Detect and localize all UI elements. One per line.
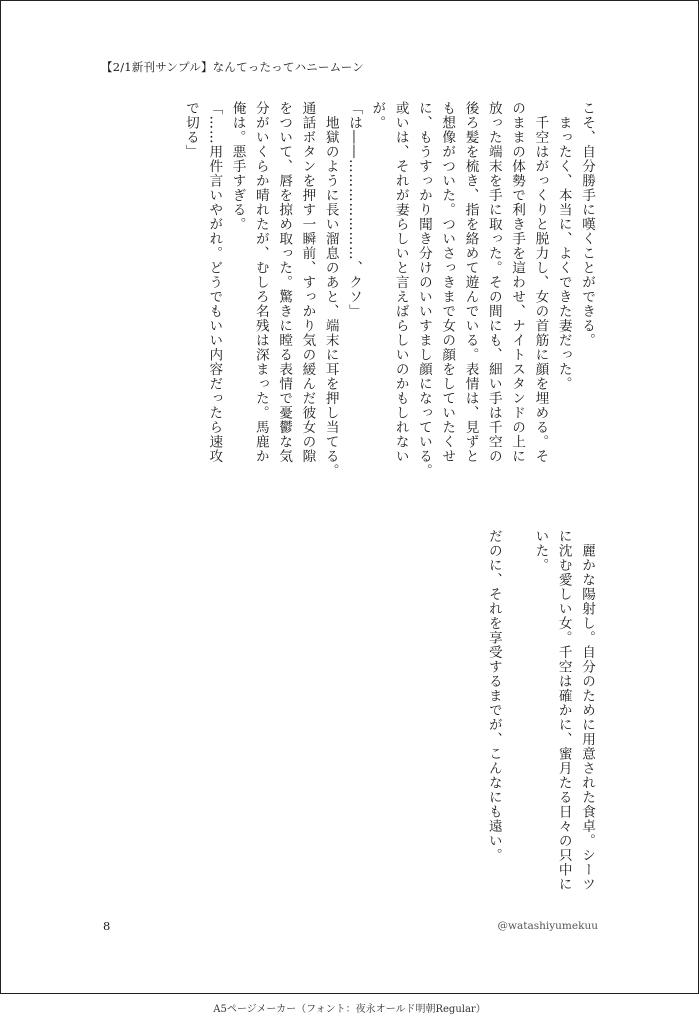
text-column: 「……用件言いやがれ。どうでもいい内容だったら速攻: [206, 101, 223, 464]
text-column: こそ、自分勝手に嘆くことができる。: [579, 101, 595, 348]
text-column: だのに、それを享受するまでが、こんなにも遠い。: [485, 529, 502, 863]
text-column: まったく、本当に、よくできた妻だった。: [555, 101, 572, 391]
text-column: のままの体勢で利き手を這わせ、ナイトスタンドの上に: [509, 101, 526, 464]
running-header-title: 【2/1新刊サンプル】なんてったってハニームーン: [101, 60, 364, 74]
text-column: 千空はがっくりと脱力し、女の首筋に顔を埋める。そ: [532, 101, 549, 464]
text-column: いた。: [532, 529, 549, 573]
text-column: 地獄のように長い溜息のあと、端末に耳を押し当てる。: [322, 101, 339, 478]
text-column: も想像がついた。ついさっきまで女の顔をしていたくせ: [439, 101, 456, 464]
text-column: が。: [369, 101, 386, 130]
generator-credit: A5ページメーカー（フォント：夜永オールド明朝Regular）: [213, 1004, 486, 1015]
text-column: に沈む愛しい女。千空は確かに、蜜月たる日々の只中に: [555, 529, 572, 892]
author-handle: @watashiyumekuu: [497, 920, 598, 932]
text-column: に、もうすっかり聞き分けのいいすまし顔になっている。: [415, 101, 432, 478]
lower-text-block: [482, 529, 598, 892]
blank-column: [505, 529, 528, 889]
text-column: で切る」: [182, 101, 199, 159]
text-column: 通話ボタンを押す一瞬前、すっかり気の緩んだ彼女の隙: [299, 101, 316, 464]
text-column: 後ろ髪を梳き、指を絡めて遊んでいる。表情は、見ずと: [462, 101, 479, 464]
text-column: 俺は。悪手すぎる。: [229, 101, 246, 232]
upper-text-block: [179, 101, 598, 501]
text-column: 放った端末を手に取った。その間にも、細い手は千空の: [485, 101, 502, 464]
text-column: 「は――…………………、クソ」: [346, 101, 363, 319]
text-column: をついて、唇を掠め取った。驚きに瞠る表情で憂鬱な気: [276, 101, 293, 464]
page-number: 8: [103, 919, 111, 933]
text-column: 或いは、それが妻らしいと言えばらしいのかもしれない: [392, 101, 409, 464]
text-column: 麗かな陽射し。自分のために用意された食卓。シーツ: [579, 529, 595, 892]
text-column: 分がいくらか晴れたが、むしろ名残は深まった。馬鹿か: [252, 101, 269, 464]
